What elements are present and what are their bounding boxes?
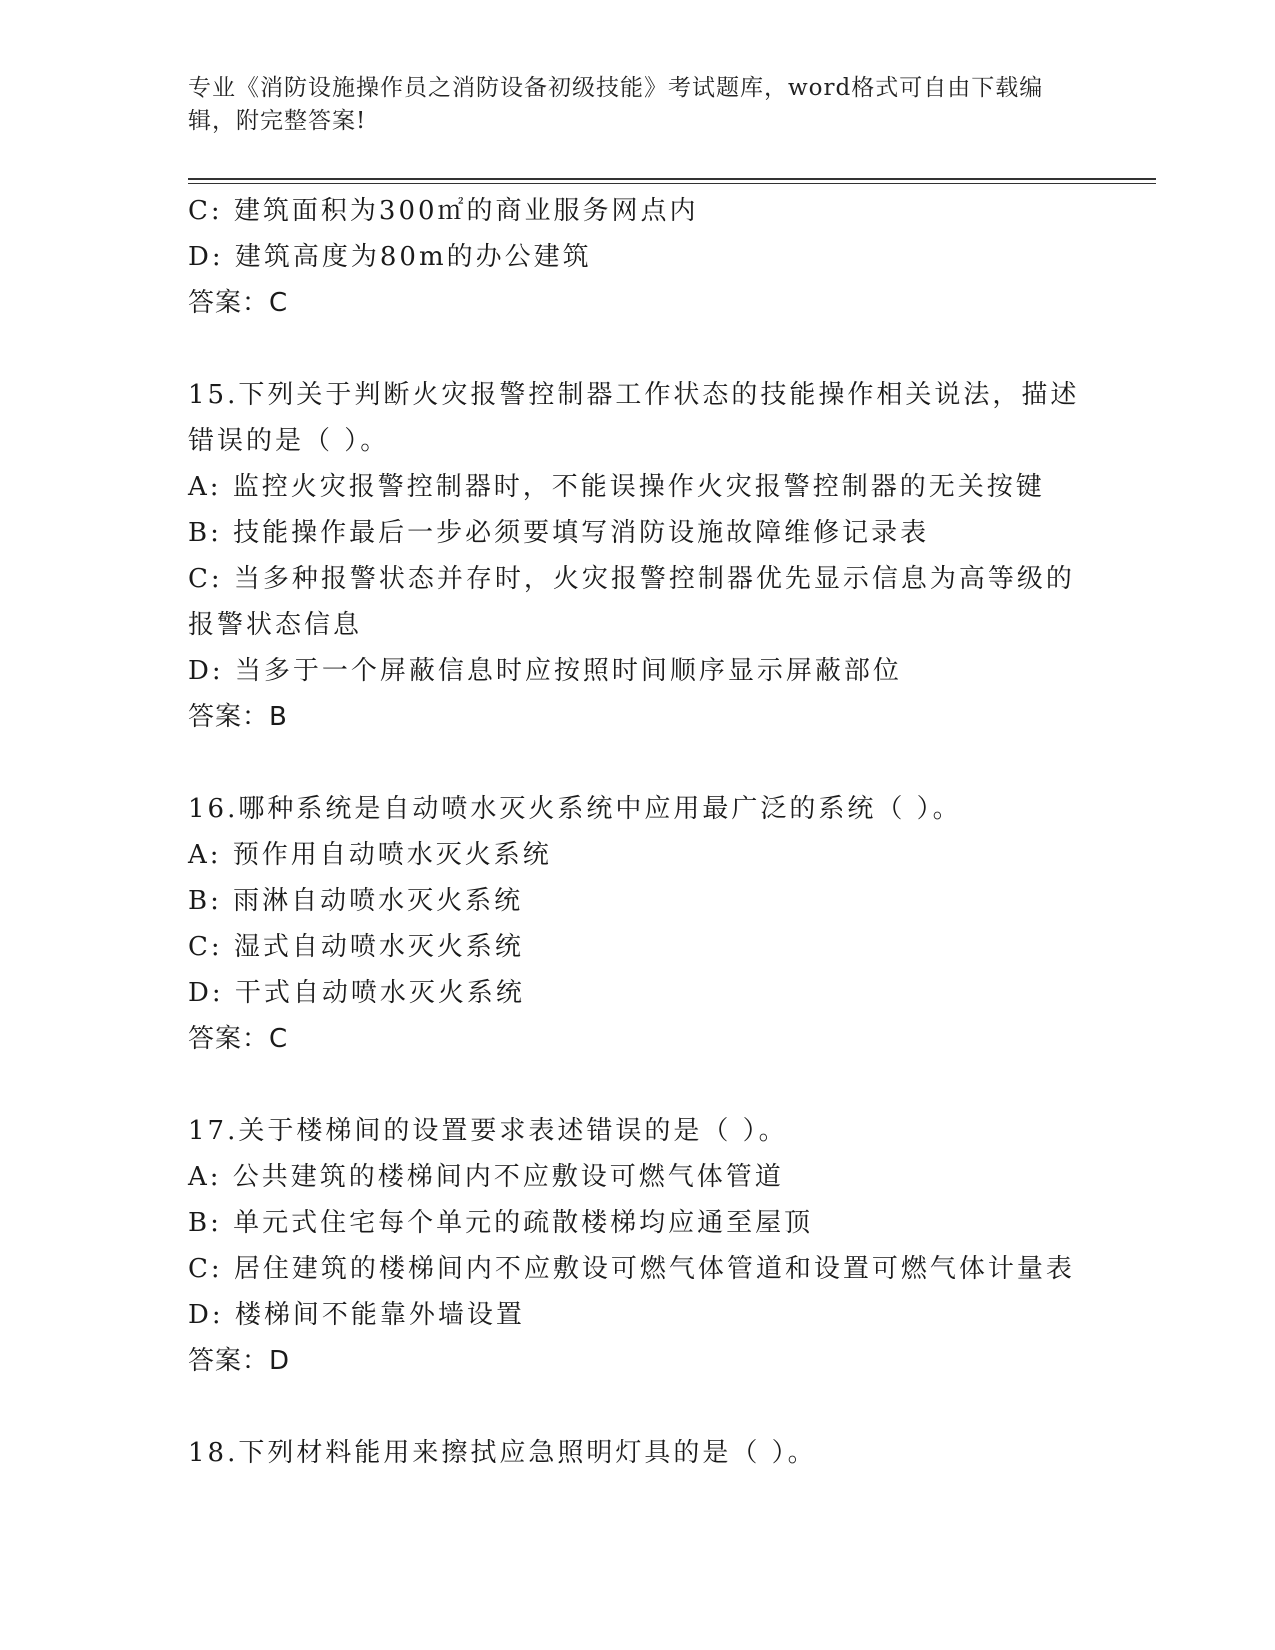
header-text-line2: 辑，附完整答案! (188, 108, 367, 134)
header-divider (188, 178, 1156, 184)
document-body (188, 188, 1148, 1476)
option-c: C: 建筑面积为300㎡的商业服务网点内 (188, 196, 699, 226)
option-b: B: 单元式住宅每个单元的疏散楼梯均应通至屋顶 (188, 1208, 814, 1238)
option-b: B: 雨淋自动喷水灭火系统 (188, 886, 524, 916)
answer: 答案：C (188, 288, 289, 318)
option-d: D: 干式自动喷水灭火系统 (188, 978, 525, 1008)
question-stem-cont: 错误的是（ ）。 (188, 426, 390, 456)
option-d: D: 楼梯间不能靠外墙设置 (188, 1300, 525, 1330)
option-c: C: 当多种报警状态并存时，火灾报警控制器优先显示信息为高等级的 (188, 564, 1075, 594)
question-stem: 16.哪种系统是自动喷水灭火系统中应用最广泛的系统（ ）。 (188, 794, 962, 824)
question-stem: 15.下列关于判断火灾报警控制器工作状态的技能操作相关说法，描述 (188, 380, 1080, 410)
spacer (188, 1062, 1148, 1108)
option-d: D: 当多于一个屏蔽信息时应按照时间顺序显示屏蔽部位 (188, 656, 902, 686)
answer: 答案：C (188, 1024, 289, 1054)
option-c-cont: 报警状态信息 (188, 610, 363, 640)
question-14-continuation (188, 188, 1148, 326)
option-a: A: 预作用自动喷水灭火系统 (188, 840, 552, 870)
question-stem: 18.下列材料能用来擦拭应急照明灯具的是（ ）。 (188, 1438, 817, 1468)
question-17 (188, 1108, 1148, 1384)
question-stem: 17.关于楼梯间的设置要求表述错误的是（ ）。 (188, 1116, 788, 1146)
option-d: D: 建筑高度为80m的办公建筑 (188, 242, 592, 272)
option-a: A: 公共建筑的楼梯间内不应敷设可燃气体管道 (188, 1162, 784, 1192)
page-header (188, 72, 1088, 138)
spacer (188, 326, 1148, 372)
option-c: C: 湿式自动喷水灭火系统 (188, 932, 524, 962)
option-a: A: 监控火灾报警控制器时，不能误操作火灾报警控制器的无关按键 (188, 472, 1045, 502)
option-b: B: 技能操作最后一步必须要填写消防设施故障维修记录表 (188, 518, 930, 548)
answer: 答案：B (188, 702, 288, 732)
answer: 答案：D (188, 1346, 291, 1376)
question-16 (188, 786, 1148, 1062)
option-c: C: 居住建筑的楼梯间内不应敷设可燃气体管道和设置可燃气体计量表 (188, 1254, 1075, 1284)
spacer (188, 1384, 1148, 1430)
header-text-line1: 专业《消防设施操作员之消防设备初级技能》考试题库，word格式可自由下载编 (188, 75, 1044, 101)
question-15 (188, 372, 1148, 740)
spacer (188, 740, 1148, 786)
question-18 (188, 1430, 1148, 1476)
